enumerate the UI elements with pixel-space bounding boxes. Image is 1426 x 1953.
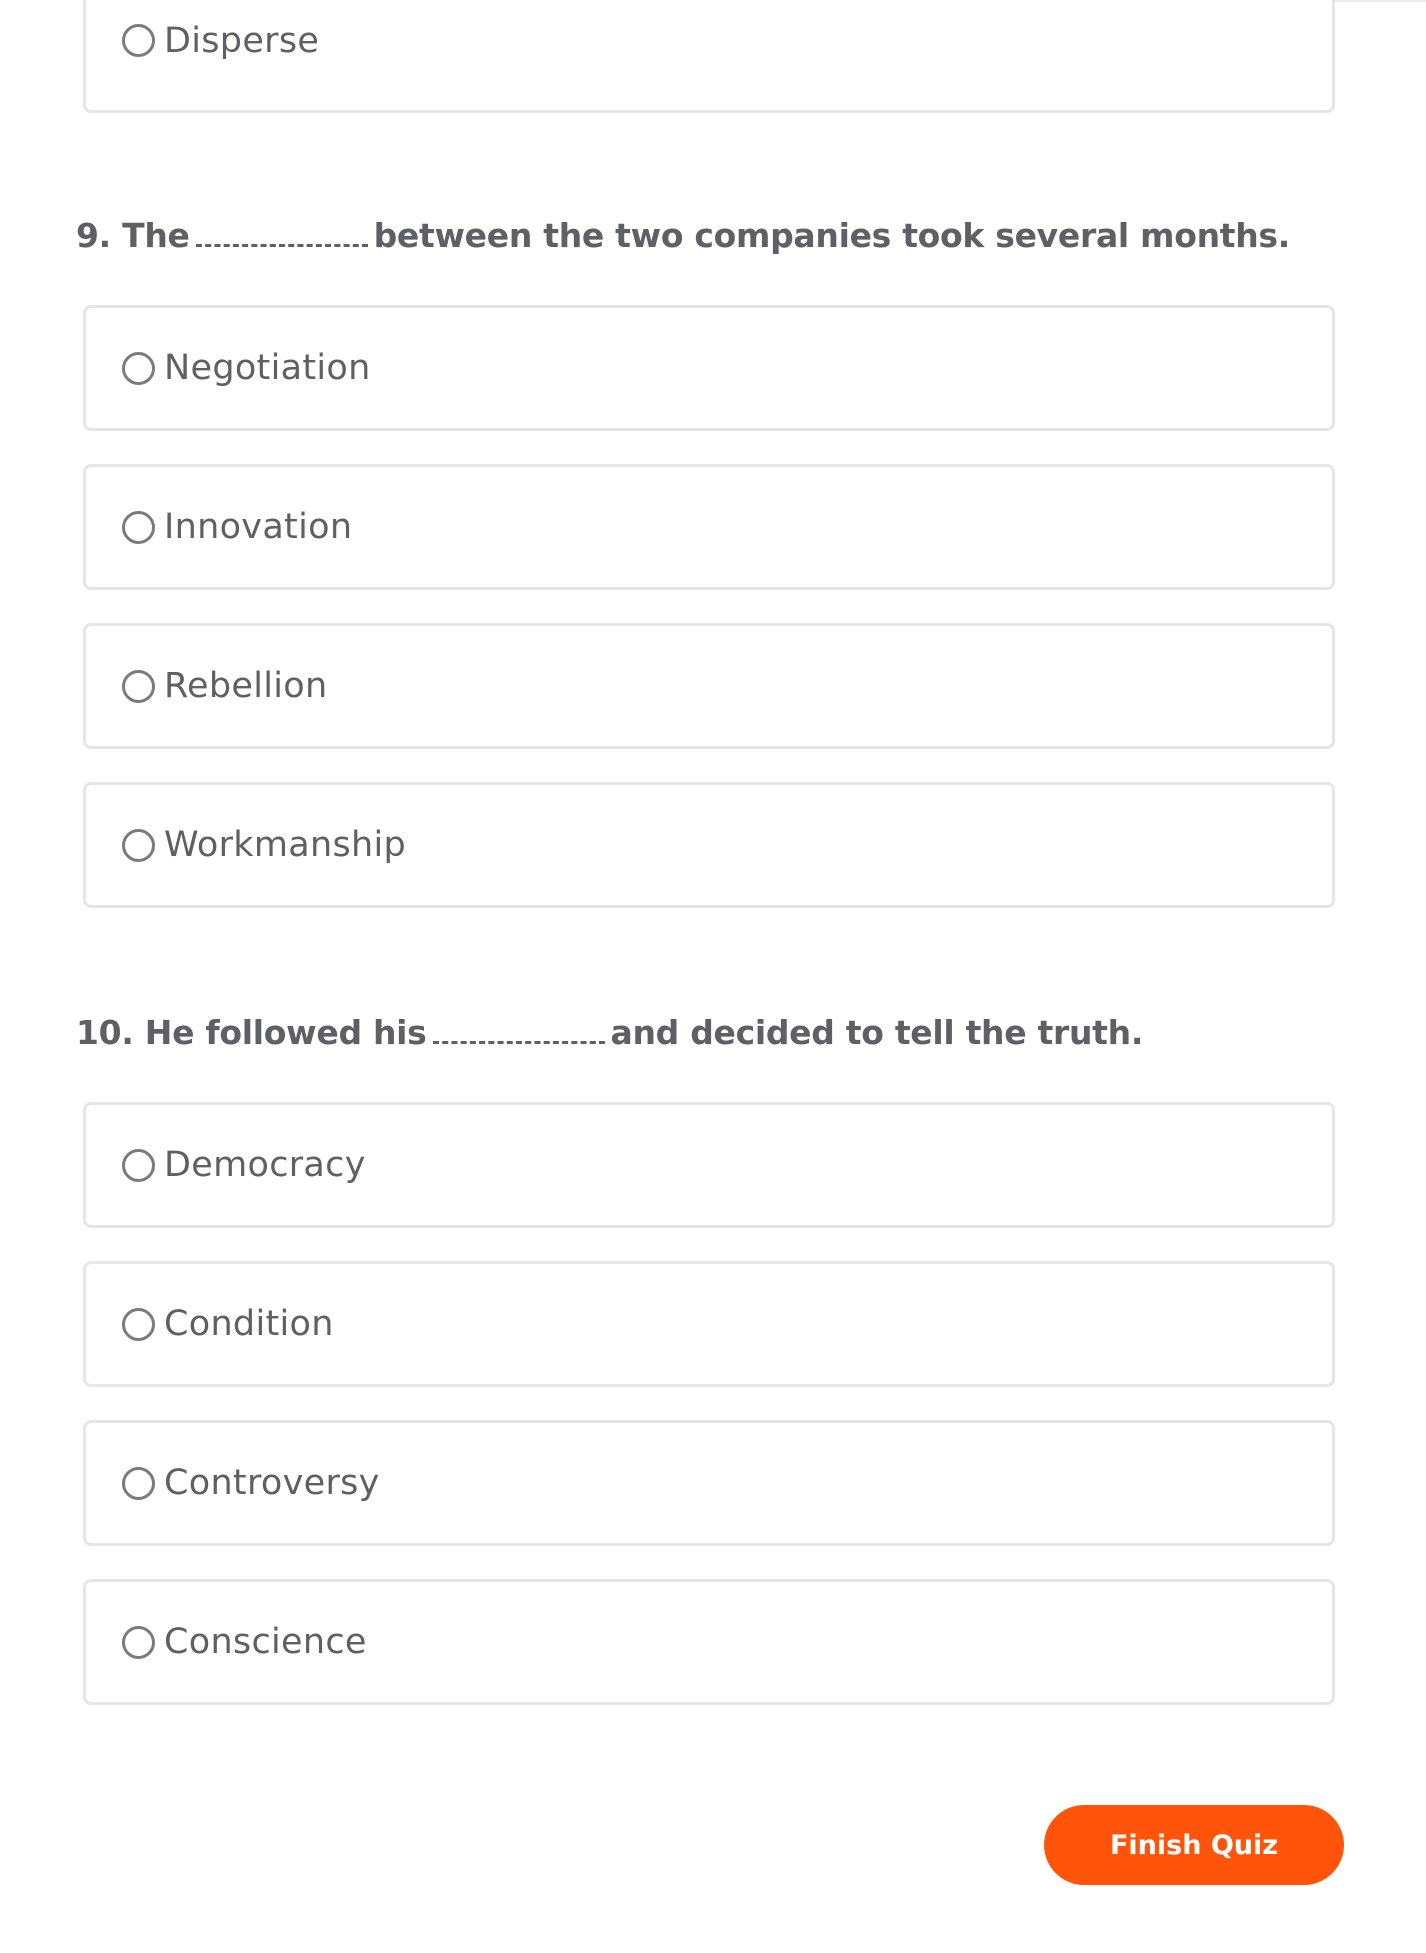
option-label: Negotiation — [164, 347, 371, 388]
option-q9-innovation[interactable] — [83, 464, 1335, 590]
question-text-after: and decided to tell the truth. — [610, 1013, 1144, 1052]
radio-button-icon[interactable] — [122, 1149, 155, 1182]
answer-blank — [196, 224, 368, 247]
question-text-before: He followed his — [144, 1013, 427, 1052]
option-label: Disperse — [164, 21, 320, 61]
option-q10-condition[interactable] — [83, 1261, 1335, 1387]
option-q10-democracy[interactable] — [83, 1102, 1335, 1228]
option-q10-controversy[interactable] — [83, 1420, 1335, 1546]
radio-button-icon[interactable] — [122, 670, 155, 703]
question-10-text — [76, 1013, 1144, 1052]
answer-blank — [433, 1021, 605, 1044]
option-label: Controversy — [164, 1462, 380, 1503]
radio-button-icon[interactable] — [122, 352, 155, 385]
question-text-before: The — [122, 216, 190, 255]
radio-button-icon[interactable] — [122, 511, 155, 544]
radio-button-icon[interactable] — [122, 1308, 155, 1341]
option-label: Workmanship — [164, 824, 407, 865]
option-label: Rebellion — [164, 665, 328, 706]
question-number: 9. — [76, 216, 111, 255]
option-label: Innovation — [164, 506, 353, 547]
radio-button-icon[interactable] — [122, 829, 155, 862]
radio-button-icon[interactable] — [122, 1467, 155, 1500]
radio-button-icon[interactable] — [122, 24, 155, 57]
question-9-text — [76, 216, 1291, 255]
option-label: Conscience — [164, 1621, 367, 1662]
finish-quiz-button[interactable]: Finish Quiz — [1044, 1805, 1344, 1885]
option-label: Condition — [164, 1303, 334, 1344]
option-label: Democracy — [164, 1144, 366, 1185]
question-text-after: between the two companies took several months. — [373, 216, 1291, 255]
radio-button-icon[interactable] — [122, 1626, 155, 1659]
option-q10-conscience[interactable] — [83, 1579, 1335, 1705]
option-q9-workmanship[interactable] — [83, 782, 1335, 908]
top-divider — [1335, 0, 1426, 2]
option-q9-negotiation[interactable] — [83, 305, 1335, 431]
option-q8-disperse[interactable] — [83, 0, 1335, 113]
option-q9-rebellion[interactable] — [83, 623, 1335, 749]
question-number: 10. — [76, 1013, 134, 1052]
